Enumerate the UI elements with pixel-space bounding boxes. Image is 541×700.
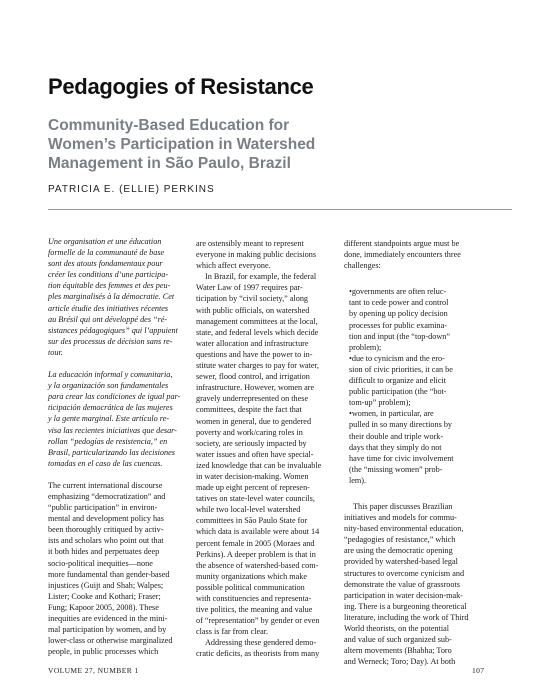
text-line: Brasil, particularizando las decisiones bbox=[48, 447, 175, 457]
text-line: possible political communication bbox=[196, 582, 305, 592]
text-line: been thoroughly critiqued by activ- bbox=[48, 525, 164, 535]
text-line: have time for civic involvement bbox=[349, 453, 454, 463]
text-line: with public officials, on watershed bbox=[196, 305, 310, 315]
text-line: state, and federal levels which decide bbox=[196, 327, 319, 337]
text-line: ing. There is a burgeoning theoretical bbox=[344, 601, 467, 611]
text-line: visa las recientes iniciativas que desar- bbox=[48, 425, 177, 435]
text-line: tour. bbox=[48, 347, 63, 357]
text-line: provided by watershed-based legal bbox=[344, 557, 458, 567]
text-line: World theorists, on the potential bbox=[344, 624, 450, 633]
bullet-item bbox=[349, 353, 486, 408]
text-line: which data is available were about 14 bbox=[196, 527, 320, 537]
text-line: “public participation” in environ- bbox=[48, 503, 158, 513]
text-line: ticipación democrática de las mujeres bbox=[48, 403, 173, 413]
text-line: •due to cynicism and the ero- bbox=[349, 353, 445, 363]
text-line: public participation (the “bot- bbox=[349, 387, 447, 397]
text-line: ists and scholars who point out that bbox=[48, 536, 164, 546]
text-line: infrastructure. However, women are bbox=[196, 383, 315, 393]
text-line: mal participation by women, and by bbox=[48, 625, 167, 635]
abstract-french bbox=[48, 236, 190, 358]
text-line: water issues and often have special- bbox=[196, 449, 314, 459]
text-line: different standpoints argue must be bbox=[344, 239, 460, 248]
article-title: Pedagogies of Resistance bbox=[48, 74, 314, 99]
text-line: “pedagogies of resistance,” which bbox=[344, 535, 456, 545]
text-line: with constituencies and representa- bbox=[196, 594, 312, 603]
text-line: it both hides and perpetuates deep bbox=[48, 547, 160, 557]
text-line: and value of such organized sub- bbox=[344, 635, 452, 645]
text-line: tion équitable des femmes et des peu- bbox=[48, 281, 171, 291]
abstract-spanish bbox=[48, 369, 190, 469]
text-column-1 bbox=[48, 236, 190, 657]
text-line: literature, including the work of Third bbox=[344, 612, 469, 622]
body-paragraph bbox=[48, 480, 190, 658]
text-line: gravely underrepresented on these bbox=[196, 394, 309, 404]
text-line: y la organización son fundamentales bbox=[48, 381, 169, 391]
text-line: tive politics, the meaning and value bbox=[196, 605, 313, 615]
text-line: by opening up policy decision bbox=[349, 309, 448, 319]
text-line: while two local-level watershed bbox=[196, 505, 301, 515]
article-subtitle bbox=[48, 116, 348, 173]
text-line: initiatives and models for commu- bbox=[344, 513, 457, 523]
text-line: women in general, due to gendered bbox=[196, 416, 312, 426]
text-line: y la gente marginal. Este artículo re- bbox=[48, 414, 170, 424]
journal-issue: VOLUME 27, NUMBER 1 bbox=[48, 666, 139, 675]
text-line: their double and triple work- bbox=[349, 431, 444, 441]
text-line: done, immediately encounters three bbox=[344, 250, 461, 260]
text-line: Une organisation et une éducation bbox=[48, 237, 162, 246]
text-line: class is far from clear. bbox=[196, 627, 269, 637]
text-line: Fung; Kapoor 2005, 2008). These bbox=[48, 602, 159, 612]
text-line: tion and input (the “top-down” bbox=[349, 331, 450, 341]
text-line: sur des processus de décision sans re- bbox=[48, 336, 173, 346]
text-line: problem); bbox=[349, 342, 382, 352]
text-line: La educación informal y comunitaria, bbox=[48, 370, 173, 380]
text-line: altern movements (Bhabha; Toro bbox=[344, 646, 452, 656]
body-paragraph bbox=[196, 238, 338, 271]
text-line: The current international discourse bbox=[48, 480, 163, 490]
text-line: committees in São Paulo State for bbox=[196, 516, 308, 526]
text-line: questions and have the power to in- bbox=[196, 349, 313, 359]
text-line: challenges: bbox=[344, 261, 381, 271]
text-line: difficult to organize and elicit bbox=[349, 376, 447, 386]
text-line: mental and development policy has bbox=[48, 514, 164, 524]
text-line: days that they simply do not bbox=[349, 442, 442, 452]
bullet-list bbox=[344, 286, 486, 486]
body-paragraph bbox=[344, 238, 486, 271]
text-line: (the “missing women” prob- bbox=[349, 464, 443, 474]
text-line: au Brésil qui ont développé des “ré- bbox=[48, 314, 168, 324]
text-line: para crear las condiciones de igual par- bbox=[48, 392, 181, 402]
text-line: •governments are often reluc- bbox=[349, 287, 447, 297]
text-line: nity-based environmental education, bbox=[344, 524, 464, 534]
text-line: inequities are evidenced in the mini- bbox=[48, 614, 168, 623]
text-line: This paper discusses Brazilian bbox=[353, 501, 453, 511]
text-line: in water decision-making. Women bbox=[196, 471, 309, 481]
text-line: sion of civic priorities, it can be bbox=[349, 364, 453, 374]
text-line: emphasizing “democratization” and bbox=[48, 491, 166, 501]
text-line: article étudie des initiatives récentes bbox=[48, 303, 169, 313]
author-name: PATRICIA E. (ELLIE) PERKINS bbox=[48, 184, 215, 195]
text-line: demonstrate the value of grassroots bbox=[344, 579, 460, 589]
text-line: sistances pédagogiques” qui l’appuient bbox=[48, 325, 178, 335]
text-line: participation in water decision-mak- bbox=[344, 590, 463, 600]
text-line: management committees at the local, bbox=[196, 316, 318, 326]
text-line: are ostensibly meant to represent bbox=[196, 239, 304, 248]
text-line: créer les conditions d’une participa- bbox=[48, 270, 169, 280]
text-line: processes for public examina- bbox=[349, 320, 447, 330]
text-line: ized knowledge that can be invaluable bbox=[196, 460, 322, 470]
text-line: committees, despite the fact that bbox=[196, 405, 302, 415]
text-line: more fundamental than gender-based bbox=[48, 569, 170, 579]
text-line: everyone in making public decisions bbox=[196, 250, 317, 260]
text-line: injustices (Guijt and Shah; Walpes; bbox=[48, 580, 164, 590]
text-line: people, in public processes which bbox=[48, 647, 159, 657]
text-line: water allocation and infrastructure bbox=[196, 338, 309, 348]
text-line: ples marginalisés à la démocratie. Cet bbox=[48, 292, 175, 302]
page-number: 107 bbox=[472, 666, 485, 675]
text-line: sont des atouts fondamentaux pour bbox=[48, 259, 163, 269]
text-line: the absence of watershed-based com- bbox=[196, 560, 319, 570]
text-line: socio-political inequities—none bbox=[48, 558, 153, 568]
text-column-2 bbox=[196, 238, 338, 660]
text-line: ticipation by “civil society,” along bbox=[196, 294, 309, 304]
text-line: of “representation” by gender or even bbox=[196, 616, 320, 626]
text-line: percent female in 2005 (Moraes and bbox=[196, 538, 315, 548]
text-line: sewer, flood control, and irrigation bbox=[196, 372, 310, 382]
text-line: lem). bbox=[349, 475, 367, 485]
text-line: which affect everyone. bbox=[196, 261, 271, 271]
text-line: poverty and work/caring roles in bbox=[196, 427, 303, 437]
body-paragraph bbox=[196, 637, 338, 659]
text-line: cratic deficits, as theorists from many bbox=[196, 649, 320, 659]
body-paragraph bbox=[344, 501, 486, 667]
text-line: rollan “pedogías de resistencia,” en bbox=[48, 436, 168, 446]
subtitle-line: Management in São Paulo, Brazil bbox=[48, 155, 291, 172]
subtitle-line: Women’s Participation in Watershed bbox=[48, 136, 316, 153]
text-line: •women, in particular, are bbox=[349, 409, 434, 419]
text-line: Addressing these gendered demo- bbox=[205, 638, 317, 648]
body-paragraph bbox=[196, 271, 338, 637]
text-line: Perkins). A deeper problem is that in bbox=[196, 549, 316, 559]
text-line: and Werneck; Toro; Day). At both bbox=[344, 657, 456, 667]
text-column-3 bbox=[344, 238, 486, 667]
text-line: structures to overcome cynicism and bbox=[344, 568, 465, 578]
text-line: pulled in so many directions by bbox=[349, 420, 453, 430]
text-line: tatives on state-level water councils, bbox=[196, 494, 315, 504]
subtitle-line: Community-Based Education for bbox=[48, 117, 290, 134]
text-line: are using the democratic opening bbox=[344, 546, 453, 556]
text-line: tant to cede power and control bbox=[349, 298, 449, 308]
text-line: society, are seriously impacted by bbox=[196, 438, 307, 448]
text-line: tomadas en el caso de las cuencas. bbox=[48, 458, 163, 468]
text-line: tom-up” problem); bbox=[349, 398, 411, 408]
text-line: Lister; Cooke and Kothari; Fraser; bbox=[48, 591, 161, 601]
bullet-item bbox=[349, 286, 486, 353]
bullet-item bbox=[349, 408, 486, 486]
text-line: made up eight percent of represen- bbox=[196, 483, 310, 493]
text-line: stitute water charges to pay for water, bbox=[196, 361, 319, 371]
header-divider bbox=[48, 209, 512, 210]
text-line: In Brazil, for example, the federal bbox=[205, 272, 317, 282]
text-line: munity organizations which make bbox=[196, 571, 308, 581]
text-line: formelle de la communauté de base bbox=[48, 248, 165, 258]
text-line: Water Law of 1997 requires par- bbox=[196, 283, 303, 293]
text-line: lower-class or otherwise marginalized bbox=[48, 636, 173, 646]
